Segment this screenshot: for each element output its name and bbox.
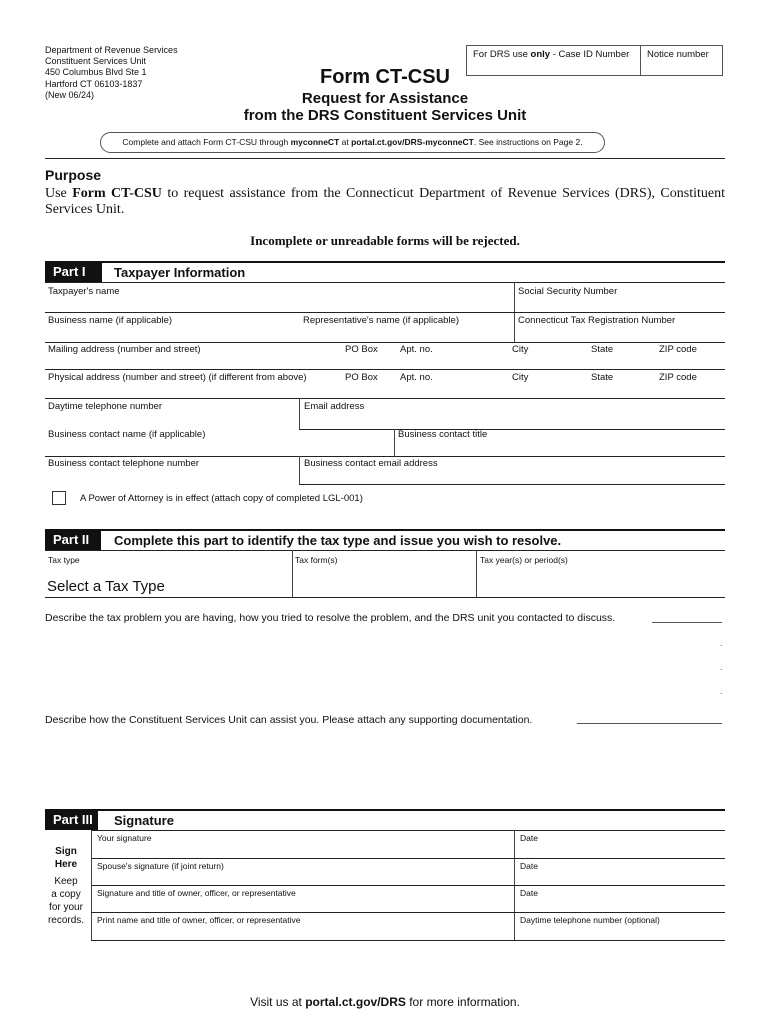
part1-rule — [45, 261, 725, 263]
part3-title: Signature — [114, 813, 174, 828]
portal-link[interactable]: portal.ct.gov/DRS — [305, 995, 406, 1009]
email-field[interactable]: Email address — [304, 401, 365, 412]
your-signature-field[interactable]: Your signature — [97, 833, 152, 843]
divider — [45, 597, 725, 598]
physical-state[interactable]: State — [591, 372, 614, 383]
address-line: Hartford CT 06103-1837 — [45, 78, 143, 89]
divider — [91, 885, 725, 886]
address-line: 450 Columbus Blvd Ste 1 — [45, 67, 147, 78]
divider — [476, 550, 477, 598]
purpose-text: Use Form CT-CSU to request assistance from the Connecticut Department of Revenue Services (DRS), Constituent Services Unit. — [45, 186, 725, 217]
answer-line[interactable] — [577, 723, 722, 724]
mailing-po-box[interactable]: PO Box — [345, 344, 378, 355]
part2-title: Complete this part to identify the tax type and issue you wish to resolve. — [114, 533, 562, 548]
tax-forms-field[interactable]: Tax form(s) — [295, 555, 338, 565]
sign-label: Sign — [55, 846, 77, 857]
physical-city[interactable]: City — [512, 372, 529, 383]
divider — [45, 456, 725, 457]
divider — [45, 550, 725, 551]
optional-phone-field[interactable]: Daytime telephone number (optional) — [520, 915, 660, 925]
poa-label: A Power of Attorney is in effect (attach copy of completed LGL-001) — [80, 493, 363, 504]
spouse-signature-field[interactable]: Spouse's signature (if joint return) — [97, 861, 224, 871]
divider — [45, 282, 725, 283]
footer-text: Visit us at portal.ct.gov/DRS for more information. — [250, 995, 520, 1009]
notice-number-label: Notice number — [647, 49, 709, 60]
business-contact-name-field[interactable]: Business contact name (if applicable) — [48, 429, 206, 440]
physical-zip[interactable]: ZIP code — [659, 372, 697, 383]
part2-label: Part II — [45, 530, 101, 550]
business-name-field[interactable]: Business name (if applicable) — [48, 315, 173, 326]
representative-name-field[interactable]: Representative's name (if applicable) — [303, 315, 460, 326]
keep-copy-line: Keep — [54, 876, 78, 887]
tax-type-label: Tax type — [48, 555, 80, 565]
mailing-zip[interactable]: ZIP code — [659, 344, 697, 355]
business-contact-phone-field[interactable]: Business contact telephone number — [48, 458, 200, 469]
physical-po-box[interactable]: PO Box — [345, 372, 378, 383]
physical-address-field[interactable]: Physical address (number and street) (if different from above) — [48, 372, 307, 383]
divider — [45, 369, 725, 370]
continuation-mark: . — [720, 638, 723, 648]
form-title: Form CT-CSU — [320, 66, 450, 88]
poa-checkbox[interactable] — [52, 491, 66, 505]
divider — [299, 484, 725, 485]
divider — [45, 312, 725, 313]
form-subtitle-1: Request for Assistance — [301, 90, 469, 107]
ct-registration-field[interactable]: Connecticut Tax Registration Number — [518, 315, 676, 326]
continuation-mark: . — [720, 686, 723, 696]
form-subtitle-2: from the DRS Constituent Services Unit — [243, 107, 527, 124]
address-line: Department of Revenue Services — [45, 45, 178, 55]
divider — [299, 429, 725, 430]
divider — [91, 940, 725, 941]
divider — [299, 398, 300, 430]
divider — [45, 342, 725, 343]
address-line: Constituent Services Unit — [45, 56, 147, 67]
divider — [91, 912, 725, 913]
case-id-label: For DRS use only - Case ID Number — [467, 46, 641, 75]
mailing-city[interactable]: City — [512, 344, 529, 355]
owner-signature-field[interactable]: Signature and title of owner, officer, or representative — [97, 888, 296, 898]
purpose-heading: Purpose — [45, 167, 102, 183]
part3-label: Part III — [45, 810, 98, 830]
business-contact-title-field[interactable]: Business contact title — [398, 429, 488, 440]
part1-label: Part I — [45, 262, 102, 282]
mailing-state[interactable]: State — [591, 344, 614, 355]
continuation-mark: . — [720, 662, 723, 672]
divider — [45, 398, 725, 399]
here-label: Here — [54, 859, 78, 870]
part2-rule — [45, 529, 725, 531]
physical-apt-no[interactable]: Apt. no. — [400, 372, 433, 383]
divider — [394, 429, 395, 457]
tax-type-select[interactable]: Select a Tax Type — [47, 578, 165, 595]
tax-years-field[interactable]: Tax year(s) or period(s) — [480, 555, 568, 565]
divider — [292, 550, 293, 598]
describe-problem-label: Describe the tax problem you are having, how you tried to resolve the problem, and the DRS unit you contacted to discuss. — [45, 612, 616, 624]
daytime-phone-field[interactable]: Daytime telephone number — [48, 401, 163, 412]
mailing-address-field[interactable]: Mailing address (number and street) — [48, 344, 201, 355]
keep-copy-line: records. — [47, 915, 85, 926]
divider — [91, 830, 725, 831]
divider — [91, 858, 725, 859]
mailing-apt-no[interactable]: Apt. no. — [400, 344, 433, 355]
signature-date-field[interactable]: Date — [520, 833, 538, 843]
address-line: (New 06/24) — [45, 89, 95, 100]
rejection-notice: Incomplete or unreadable forms will be rejected. — [250, 233, 520, 248]
part1-title: Taxpayer Information — [114, 265, 246, 280]
keep-copy-line: a copy — [51, 889, 81, 900]
business-contact-email-field[interactable]: Business contact email address — [304, 458, 438, 469]
spouse-date-field[interactable]: Date — [520, 861, 538, 871]
print-name-field[interactable]: Print name and title of owner, officer, or representative — [97, 915, 301, 925]
divider — [45, 158, 725, 159]
describe-assist-label: Describe how the Constituent Services Unit can assist you. Please attach any supporting documentation. — [45, 714, 533, 726]
taxpayer-name-field[interactable]: Taxpayer's name — [48, 286, 120, 297]
answer-line[interactable] — [652, 622, 722, 623]
part3-rule — [45, 809, 725, 811]
owner-date-field[interactable]: Date — [520, 888, 538, 898]
instruction-pill: Complete and attach Form CT-CSU through myconneCT at portal.ct.gov/DRS-myconneCT. See instructions on Page 2. — [100, 132, 605, 153]
ssn-field[interactable]: Social Security Number — [518, 286, 618, 297]
divider — [299, 456, 300, 485]
keep-copy-line: for your — [49, 902, 83, 913]
